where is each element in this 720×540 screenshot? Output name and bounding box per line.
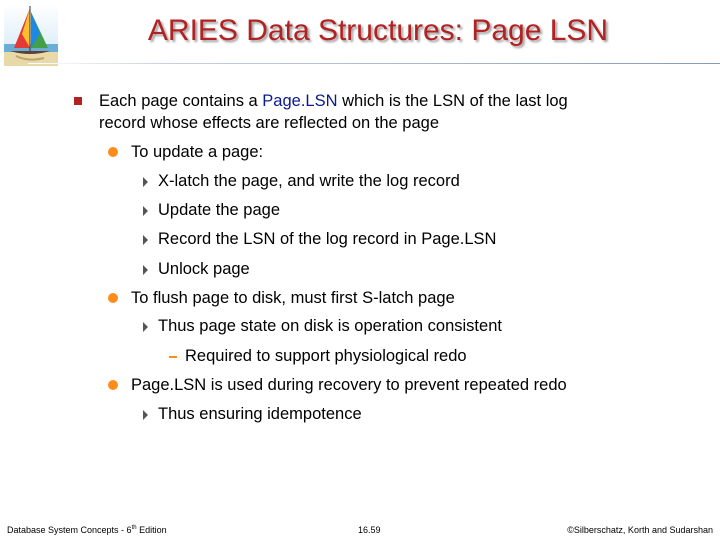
bullet-text-cont: which is the LSN of the last log xyxy=(337,92,568,110)
recovery-item: Thus ensuring idempotence xyxy=(158,405,362,423)
sub-bullet-flush: To flush page to disk, must first S-latch page xyxy=(131,289,455,307)
level2-bullet-dot xyxy=(108,380,118,390)
flush-item: Thus page state on disk is operation consistent xyxy=(158,317,502,335)
footer-copyright: ©Silberschatz, Korth and Sudarshan xyxy=(567,525,713,535)
page-lsn-highlight: Page.LSN xyxy=(262,92,338,110)
level2-bullet-dot xyxy=(108,147,118,157)
sub-bullet-update: To update a page: xyxy=(131,143,264,161)
footer-edition-text: Edition xyxy=(136,525,167,535)
level1-bullet-square xyxy=(74,97,82,105)
footer-book-title xyxy=(7,525,167,535)
bullet-page-lsn-line2: record whose effects are reflected on the page xyxy=(99,114,439,132)
level3-bullet-arrow xyxy=(143,177,148,187)
bullet-text: Each page contains a xyxy=(99,92,263,110)
level3-bullet-arrow xyxy=(143,235,148,245)
level3-bullet-arrow xyxy=(143,206,148,216)
level3-bullet-arrow xyxy=(143,265,148,275)
footer-edition-sup: th xyxy=(131,525,137,531)
level2-bullet-dot xyxy=(108,293,118,303)
slide-title: ARIES Data Structures: Page LSN xyxy=(147,14,609,47)
footer-slide-number: 16.59 xyxy=(358,525,381,535)
level3-bullet-arrow xyxy=(143,410,148,420)
footer-book-text: Database System Concepts - 6 xyxy=(7,525,132,535)
flush-subitem: Required to support physiological redo xyxy=(185,347,467,365)
sub-bullet-recovery: Page.LSN is used during recovery to prevent repeated redo xyxy=(131,376,567,394)
level4-bullet-dash xyxy=(169,356,177,358)
step-item: Unlock page xyxy=(158,260,250,278)
bullet-page-lsn xyxy=(99,92,568,111)
title-divider xyxy=(28,63,720,64)
step-item: X-latch the page, and write the log record xyxy=(158,172,460,190)
step-item: Update the page xyxy=(158,201,281,219)
step-item: Record the LSN of the log record in Page.LSN xyxy=(158,230,497,248)
level3-bullet-arrow xyxy=(143,322,148,332)
